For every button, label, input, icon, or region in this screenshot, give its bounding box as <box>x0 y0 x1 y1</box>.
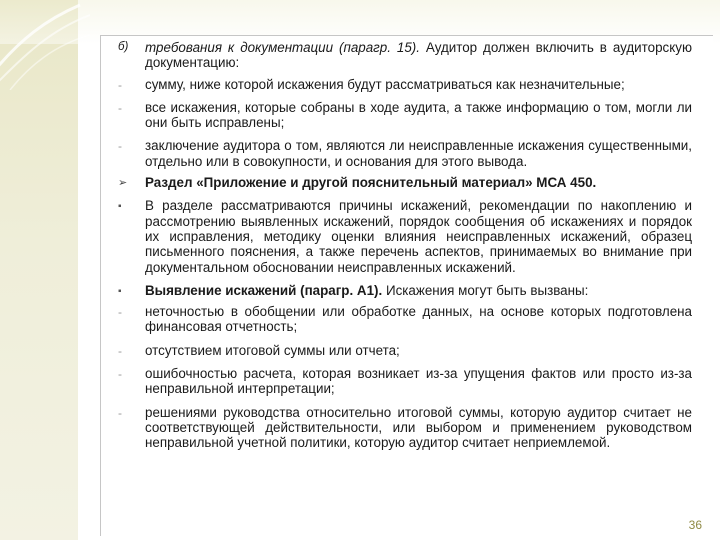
slide-content <box>118 40 692 459</box>
list-item <box>118 283 692 298</box>
list-item <box>118 77 692 92</box>
item-text: ошибочностью расчета, которая возникает из-за упущения фактов или просто из-за неправильной интерпретации; <box>145 366 692 397</box>
list-item <box>118 366 692 397</box>
item-text: отсутствием итоговой суммы или отчета; <box>145 342 400 358</box>
item-text: сумму, ниже которой искажения будут рассматриваться как незначительные; <box>145 76 625 92</box>
item-text: Аудитор должен включить в аудиторскую документацию: <box>145 40 692 71</box>
item-text: заключение аудитора о том, являются ли неисправленные искажения существенными, отдельно или в совокупности, и основания для этого вывода. <box>145 138 692 169</box>
dash-marker: - <box>118 405 122 420</box>
list-item <box>118 304 692 335</box>
square-bullet-icon: ▪ <box>118 201 122 213</box>
section-heading: Раздел «Приложение и другой пояснительный материал» МСА 450. <box>145 175 597 191</box>
arrow-bullet-icon: ➢ <box>118 177 128 190</box>
list-item <box>118 405 692 451</box>
item-bold-heading: Выявление искажений (парагр. А1). <box>145 282 383 298</box>
dash-marker: - <box>118 77 122 92</box>
dash-marker: - <box>118 305 122 320</box>
dash-marker: - <box>118 139 122 154</box>
list-item <box>118 343 692 358</box>
list-item <box>118 40 692 71</box>
item-text: Искажения могут быть вызваны: <box>382 282 589 298</box>
list-item <box>118 100 692 131</box>
list-item <box>118 138 692 169</box>
list-item <box>118 175 692 190</box>
dash-marker: - <box>118 343 122 358</box>
list-item <box>118 198 692 274</box>
dash-marker: - <box>118 367 122 382</box>
page-number: 36 <box>688 518 702 532</box>
decorative-swirl-icon <box>0 0 90 90</box>
dash-marker: - <box>118 100 122 115</box>
item-italic-heading: требования к документации (парагр. 15). <box>145 40 420 55</box>
list-marker: б) <box>118 41 129 53</box>
square-bullet-icon: ▪ <box>118 285 122 297</box>
item-text: В разделе рассматриваются причины искажений, рекомендации по накоплению и рассмотрению выявленных искажений, порядок сообщения об искажениях и порядок их исправления, методику оценки влияния неисправленных искажений, образец письменного пояснения, а также перечень аспектов, принимаемых во внимание при документальном обосновании неисправленных искажений. <box>145 198 692 275</box>
item-text: решениями руководства относительно итоговой суммы, которую аудитор считает не соответствующей действительности, или выбором и применением руководством неправильной учетной политики, которую аудитор считает неприемлемой. <box>145 404 692 451</box>
item-text: неточностью в обобщении или обработке данных, на основе которых подготовлена финансовая отчетность; <box>145 304 692 335</box>
item-text: все искажения, которые собраны в ходе аудита, а также информацию о том, могли ли они быть исправлены; <box>145 99 692 131</box>
